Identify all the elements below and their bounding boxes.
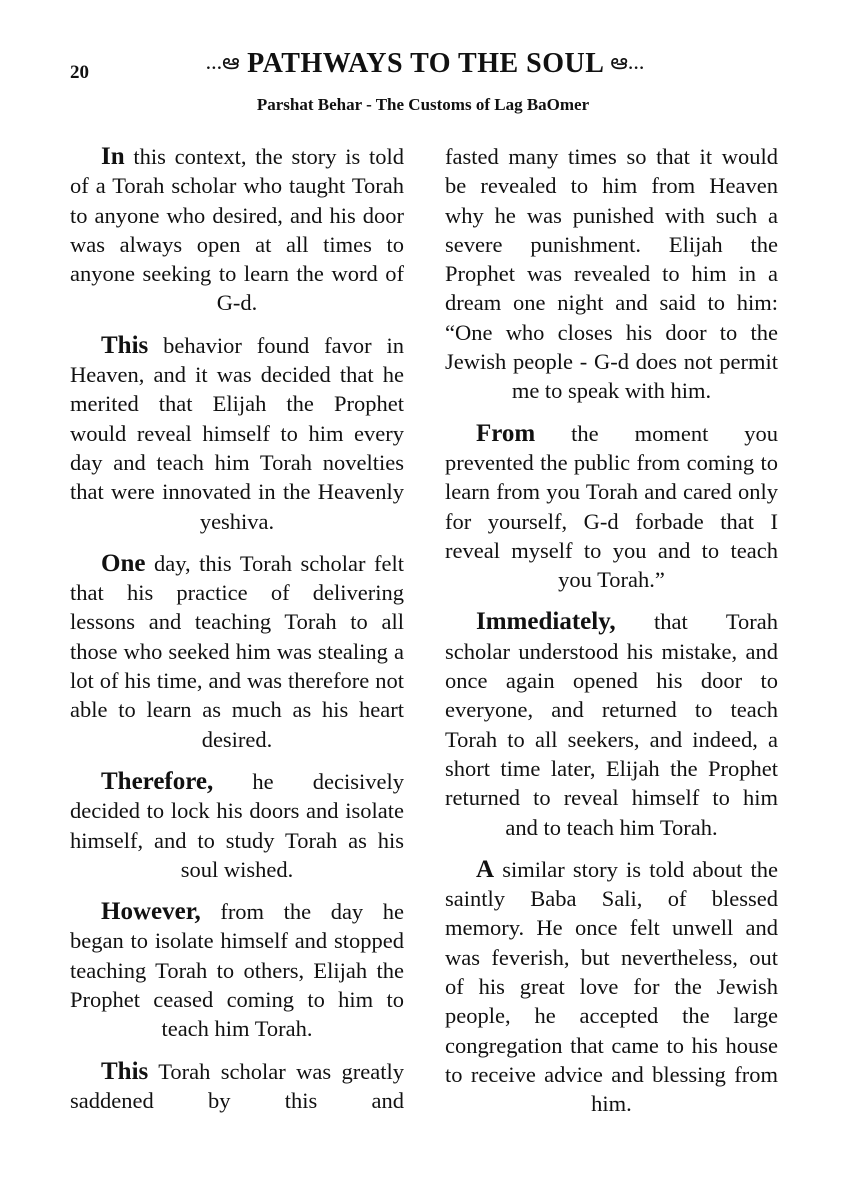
- paragraph: [70, 1057, 404, 1116]
- paragraph-text: this context, the story is told of a Torah scholar who taught Torah to anyone who desired, and his door was always open at all times to anyone seeking to learn the word of G-d.: [70, 144, 404, 316]
- paragraph: [445, 607, 778, 841]
- paragraph-continued: [445, 142, 778, 406]
- paragraph-lead: Therefore,: [101, 767, 214, 795]
- paragraph-lead: However,: [101, 898, 201, 926]
- paragraph-lead: From: [476, 419, 536, 447]
- paragraph-text: that Torah scholar understood his mistake, and once again opened his door to everyone, and returned to teach Torah to all seekers, and indeed, a short time later, Elijah the Prophet returned to reveal himself to him and to teach him Torah.: [445, 609, 778, 840]
- paragraph: [70, 331, 404, 536]
- paragraph-text: fasted many times so that it would be revealed to him from Heaven why he was punished with such a severe punishment. Elijah the Prophet was revealed to him in a dream one night and said to him: “One who closes his door to the Jewish people - G-d does not permit me to speak with him.: [445, 144, 778, 404]
- chapter-subtitle: Parshat Behar - The Customs of Lag BaOmer: [256, 95, 590, 114]
- book-title: PATHWAYS TO THE SOUL: [247, 48, 603, 79]
- paragraph-text: from the day he began to isolate himself and stopped teaching Torah to others, Elijah the Prophet ceased coming to him to teach him Torah.: [70, 899, 404, 1042]
- paragraph-text: similar story is told about the saintly Baba Sali, of blessed memory. He once felt unwell and was feverish, but nevertheless, out of his great love for the Jewish people, he accepted the large congregation that came to his house to receive advice and blessing from him.: [445, 856, 778, 1117]
- paragraph: [445, 855, 778, 1119]
- right-column: [445, 142, 778, 1132]
- paragraph-lead: A: [476, 855, 495, 883]
- paragraph-lead: This: [101, 331, 149, 359]
- paragraph: [70, 549, 404, 754]
- paragraph: [70, 897, 404, 1043]
- left-column: [70, 142, 404, 1128]
- paragraph-lead: This: [101, 1057, 149, 1085]
- paragraph-text: day, this Torah scholar felt that his practice of delivering lessons and teaching Torah to all those who seeked him was stealing a lot of his time, and was therefore not able to learn as much as his heart desired.: [70, 550, 404, 752]
- paragraph-lead: Immediately,: [476, 608, 616, 636]
- ornament-left-icon: ...ఆ: [205, 49, 240, 74]
- ornament-right-icon: ఆ...: [610, 49, 645, 74]
- page-number: 20: [70, 62, 89, 83]
- paragraph-text: Torah scholar was greatly saddened by this and: [70, 1058, 404, 1113]
- paragraph: [445, 419, 778, 595]
- paragraph: [70, 142, 404, 318]
- running-header: [130, 48, 720, 80]
- paragraph-lead: One: [101, 549, 146, 577]
- paragraph-lead: In: [101, 143, 125, 170]
- paragraph-text: he decisively decided to lock his doors and isolate himself, and to study Torah as his soul wished.: [70, 768, 404, 882]
- paragraph-text: the moment you prevented the public from coming to learn from you Torah and cared only for yourself, G-d forbade that I reveal myself to you and to teach you Torah.”: [445, 420, 778, 593]
- paragraph: [70, 767, 404, 884]
- paragraph-text: behavior found favor in Heaven, and it was decided that he merited that Elijah the Prophet would reveal himself to him every day and teach him Torah novelties that were innovated in the Heavenly yeshiva.: [70, 332, 404, 534]
